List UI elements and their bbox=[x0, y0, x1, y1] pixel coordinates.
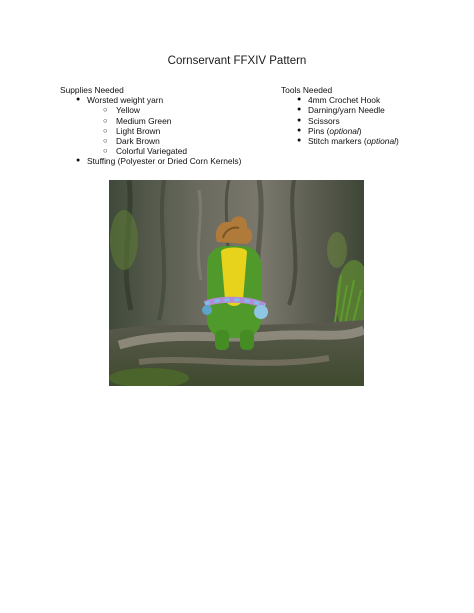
bullet-icon: ● bbox=[76, 96, 81, 104]
list-item bbox=[87, 116, 241, 126]
supplies-heading: Supplies Needed bbox=[60, 85, 124, 95]
tools-section bbox=[281, 85, 399, 146]
optional-note: optional bbox=[366, 136, 396, 147]
supply-yarn-label: Worsted weight yarn bbox=[87, 95, 164, 106]
list-item bbox=[281, 105, 399, 115]
circle-bullet-icon: ○ bbox=[103, 105, 108, 115]
bullet-icon: ● bbox=[297, 126, 302, 134]
page-title: Cornservant FFXIV Pattern bbox=[167, 55, 307, 67]
cornservant-photo bbox=[109, 180, 364, 386]
yarn-color-label: Dark Brown bbox=[116, 136, 160, 147]
yarn-colors-list bbox=[87, 105, 241, 156]
yarn-color-label: Light Brown bbox=[116, 125, 161, 136]
yarn-color-label: Yellow bbox=[116, 105, 140, 116]
list-item bbox=[60, 95, 241, 156]
tool-label: Stitch markers ( bbox=[308, 136, 367, 147]
bullet-icon: ● bbox=[297, 116, 302, 124]
list-item bbox=[87, 136, 241, 146]
tool-label: 4mm Crochet Hook bbox=[308, 95, 381, 106]
tool-label: Pins ( bbox=[308, 125, 330, 136]
list-item bbox=[87, 146, 241, 156]
bullet-icon: ● bbox=[297, 96, 302, 104]
tools-heading: Tools Needed bbox=[281, 85, 333, 95]
supplies-section bbox=[60, 85, 241, 167]
list-item bbox=[60, 156, 241, 166]
bullet-icon: ● bbox=[297, 137, 302, 145]
tools-list bbox=[281, 95, 399, 146]
circle-bullet-icon: ○ bbox=[103, 125, 108, 135]
photo-illustration bbox=[109, 180, 364, 386]
circle-bullet-icon: ○ bbox=[103, 115, 108, 125]
list-item bbox=[87, 105, 241, 115]
list-item bbox=[281, 116, 399, 126]
supplies-list bbox=[60, 95, 241, 166]
circle-bullet-icon: ○ bbox=[103, 146, 108, 156]
list-item bbox=[281, 136, 399, 146]
tool-label-suffix: ) bbox=[358, 125, 362, 136]
tool-label: Scissors bbox=[308, 115, 340, 126]
optional-note: optional bbox=[329, 125, 359, 136]
bullet-icon: ● bbox=[297, 106, 302, 114]
tool-label-suffix: ) bbox=[395, 136, 399, 147]
circle-bullet-icon: ○ bbox=[103, 136, 108, 146]
tool-label: Darning/yarn Needle bbox=[308, 105, 385, 116]
list-item bbox=[87, 126, 241, 136]
bullet-icon: ● bbox=[76, 157, 81, 165]
yarn-color-label: Colorful Variegated bbox=[116, 146, 188, 157]
yarn-color-label: Medium Green bbox=[116, 115, 172, 126]
list-item bbox=[281, 95, 399, 105]
list-item bbox=[281, 126, 399, 136]
supply-stuffing-label: Stuffing (Polyester or Dried Corn Kernels) bbox=[87, 156, 242, 167]
